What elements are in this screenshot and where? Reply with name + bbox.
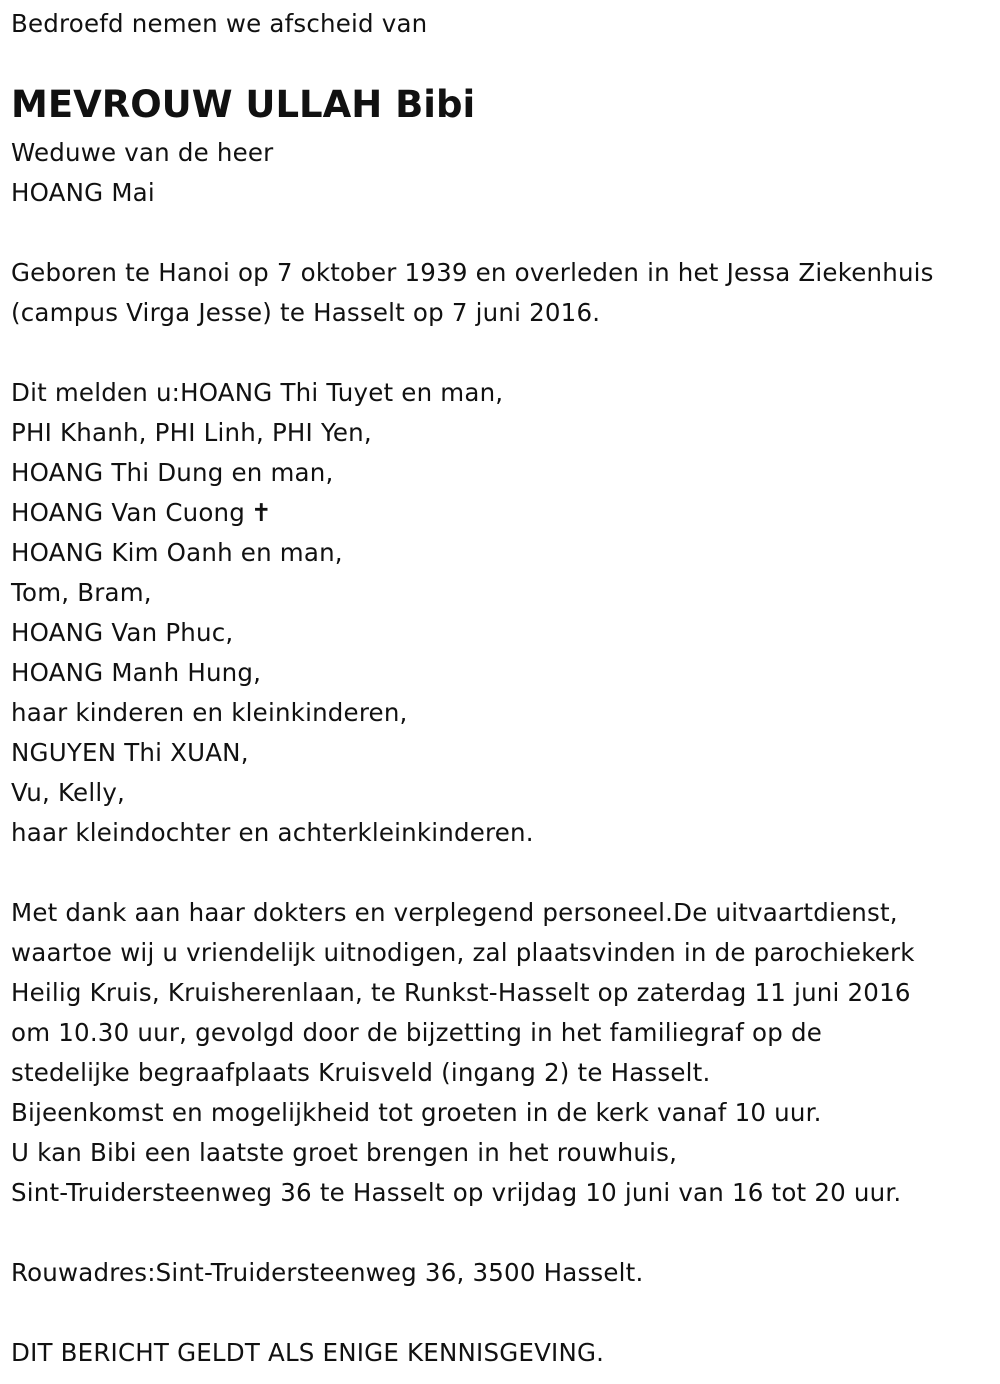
service-line: Met dank aan haar dokters en verplegend personeel.De uitvaartdienst,	[11, 898, 898, 927]
family-line: Dit melden u:HOANG Thi Tuyet en man,	[11, 378, 504, 407]
service-line: om 10.30 uur, gevolgd door de bijzetting in het familiegraf op de	[11, 1018, 822, 1047]
family-line: HOANG Kim Oanh en man,	[11, 538, 343, 567]
service-line: Heilig Kruis, Kruisherenlaan, te Runkst-Hasselt op zaterdag 11 juni 2016	[11, 978, 911, 1007]
closing-statement: DIT BERICHT GELDT ALS ENIGE KENNISGEVING.	[11, 1338, 605, 1367]
service-line: waartoe wij u vriendelijk uitnodigen, zal plaatsvinden in de parochiekerk	[11, 938, 915, 967]
family-line: haar kinderen en kleinkinderen,	[11, 698, 408, 727]
deceased-name: MEVROUW ULLAH Bibi	[11, 83, 476, 126]
intro-text: Bedroefd nemen we afscheid van	[11, 9, 428, 38]
service-line: stedelijke begraafplaats Kruisveld (ingang 2) te Hasselt.	[11, 1058, 711, 1087]
family-line: Tom, Bram,	[11, 578, 152, 607]
service-line: U kan Bibi een laatste groet brengen in het rouwhuis,	[11, 1138, 678, 1167]
family-member-name: HOANG Van Cuong	[11, 498, 246, 527]
family-line: NGUYEN Thi XUAN,	[11, 738, 249, 767]
spouse-name: HOANG Mai	[11, 178, 155, 207]
cross-icon: ✝	[251, 498, 272, 527]
family-line: Vu, Kelly,	[11, 778, 126, 807]
widow-of-text: Weduwe van de heer	[11, 138, 274, 167]
service-line: Sint-Truidersteenweg 36 te Hasselt op vrijdag 10 juni van 16 tot 20 uur.	[11, 1178, 902, 1207]
service-line: Bijeenkomst en mogelijkheid tot groeten in de kerk vanaf 10 uur.	[11, 1098, 822, 1127]
family-line: HOANG Van Phuc,	[11, 618, 234, 647]
family-line: PHI Khanh, PHI Linh, PHI Yen,	[11, 418, 372, 447]
birth-death-line: (campus Virga Jesse) te Hasselt op 7 juni 2016.	[11, 298, 601, 327]
family-line-deceased-son	[11, 493, 272, 533]
family-line: haar kleindochter en achterkleinkinderen.	[11, 818, 534, 847]
family-line: HOANG Thi Dung en man,	[11, 458, 334, 487]
family-line: HOANG Manh Hung,	[11, 658, 262, 687]
birth-death-line: Geboren te Hanoi op 7 oktober 1939 en overleden in het Jessa Ziekenhuis	[11, 258, 934, 287]
mourning-address: Rouwadres:Sint-Truidersteenweg 36, 3500 Hasselt.	[11, 1258, 644, 1287]
